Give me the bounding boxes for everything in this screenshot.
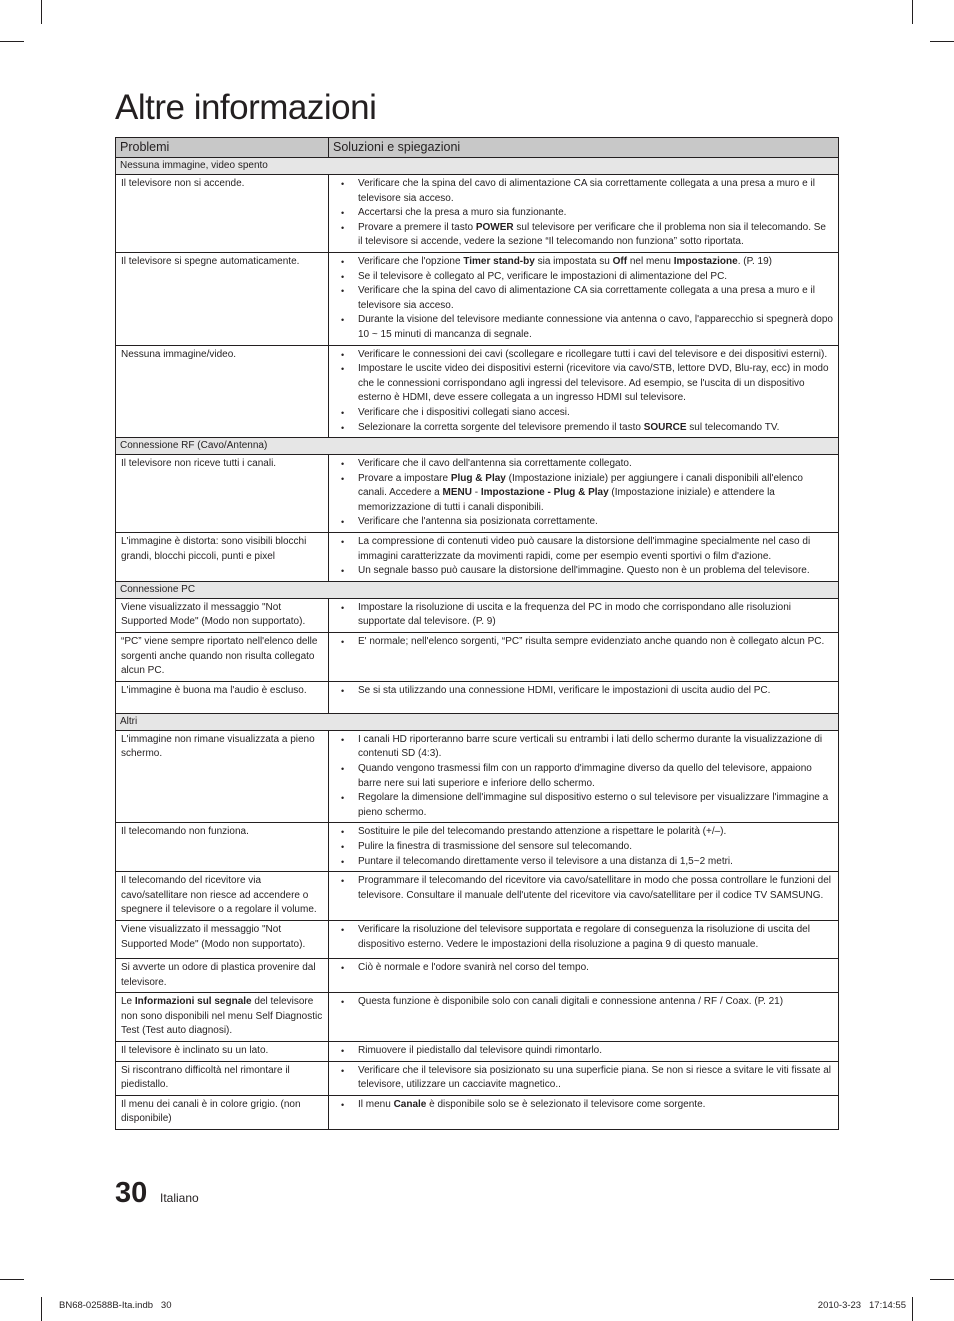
solution-item	[334, 515, 833, 530]
solution-item	[334, 457, 833, 472]
text-run: Il televisore si spegne automaticamente.	[121, 255, 300, 267]
problem-cell	[116, 920, 329, 958]
troubleshooting-table	[115, 137, 839, 1130]
solution-item	[334, 684, 833, 699]
section-row	[116, 438, 839, 455]
solution-list	[334, 923, 833, 952]
solution-list	[334, 684, 833, 699]
solution-item	[334, 421, 833, 436]
text-run: Ciò è normale e l'odore svanirà nel corso del tempo.	[358, 961, 589, 973]
text-run: (Impostazione iniziale) per aggiungere i canali disponibili all'elenco canali. Accedere a	[358, 472, 803, 499]
solution-item	[334, 284, 833, 313]
solution-cell	[329, 455, 839, 533]
print-timestamp: 2010-3-23 17:14:55	[817, 1300, 906, 1311]
section-title: Connessione RF (Cavo/Antenna)	[116, 438, 839, 455]
text-run: Verificare la risoluzione del televisore supportata e regolare di conseguenza la risoluzione di uscita del dispositivo esterno. Vedere le impostazioni della risoluzione a pagina 9 di questo manuale.	[358, 923, 810, 950]
bold-term: Plug & Play	[450, 472, 506, 484]
text-run: Impostare le uscite video dei dispositivi esterni (ricevitore via cavo/STB, lettore DVD, Blu-ray, ecc) in modo che le connessioni corrispondano agli ingressi del televisore. Ad esempio, se l'uscita di un dispositivo esterno è HDMI, deve essere collegata a un ingresso HDMI sul televisore.	[358, 363, 829, 404]
solution-list	[334, 1098, 833, 1113]
text-run: L'immagine è buona ma l'audio è escluso.	[121, 684, 307, 696]
problem-cell	[116, 1095, 329, 1129]
text-run: Il televisore non si accende.	[121, 178, 245, 189]
solution-item	[334, 362, 833, 406]
crop-mark	[41, 0, 42, 24]
text-run: Verificare che la spina del cavo di alimentazione CA sia correttamente collegata a una presa a muro e il televisore sia acceso.	[358, 178, 815, 204]
crop-mark	[912, 0, 913, 24]
table-header-row	[116, 138, 839, 158]
table-row	[116, 455, 839, 533]
text-run: Verificare che l'opzione	[358, 255, 464, 267]
header-problems: Problemi	[116, 138, 329, 158]
solution-list	[334, 1064, 833, 1093]
section-title: Nessuna immagine, video spento	[116, 158, 839, 175]
solution-cell	[329, 252, 839, 345]
bold-term: Canale	[393, 1098, 427, 1110]
solution-cell	[329, 681, 839, 713]
solution-item	[334, 406, 833, 421]
table-row	[116, 1061, 839, 1095]
solution-list	[334, 874, 833, 903]
text-run: E' normale; nell'elenco sorgenti, “PC” risulta sempre evidenziato anche quando non è collegato alcun PC.	[358, 636, 825, 648]
crop-mark	[0, 41, 24, 42]
problem-cell	[116, 633, 329, 682]
text-run: Se si sta utilizzando una connessione HDMI, verificare le impostazioni di uscita audio del PC.	[358, 684, 771, 696]
solution-list	[334, 1044, 833, 1059]
solution-item	[334, 733, 833, 762]
solution-cell	[329, 993, 839, 1042]
text-run: Il telecomando non funziona.	[121, 826, 249, 838]
text-run: Provare a impostare	[358, 472, 451, 484]
solution-item	[334, 206, 833, 221]
problem-cell	[116, 872, 329, 921]
text-run: è disponibile solo se è selezionato il televisore come sorgente.	[426, 1098, 706, 1110]
text-run: Verificare che il televisore sia posizionato su una superficie piana. Se non si riesce a svitare le viti fissate al televisore, utilizzare un cacciavite magnetico..	[358, 1064, 832, 1091]
text-run: Programmare il telecomando del ricevitore via cavo/satellitare in modo che possa controllare le funzioni del televisore. Consultare il manuale dell'utente del ricevitore via cavo/satellitare per il codice TV SAMSUNG.	[358, 875, 832, 901]
table-row	[116, 345, 839, 438]
solution-cell	[329, 823, 839, 872]
solution-item	[334, 177, 833, 206]
text-run: Il menu dei canali è in colore grigio. (non disponibile)	[121, 1098, 301, 1125]
table-body	[116, 158, 839, 1130]
problem-cell	[116, 598, 329, 632]
solution-item	[334, 840, 833, 855]
text-run: Verificare che i dispositivi collegati siano accesi.	[358, 406, 570, 418]
solution-cell	[329, 598, 839, 632]
text-run: Si avverte un odore di plastica provenire dal televisore.	[121, 961, 316, 988]
text-run: Viene visualizzato il messaggio "Not Supported Mode" (Modo non supportato).	[121, 923, 306, 950]
bold-term: Impostazione	[673, 255, 738, 267]
text-run: Il televisore non riceve tutti i canali.	[121, 458, 277, 470]
solution-cell	[329, 920, 839, 958]
solution-item	[334, 635, 833, 650]
text-run: -	[471, 487, 481, 499]
solution-list	[334, 601, 833, 630]
file-info: BN68-02588B-Ita.indb 30	[59, 1300, 172, 1311]
solution-item	[334, 348, 833, 363]
text-run: Un segnale basso può causare la distorsione dell'immagine. Questo non è un problema del televisore.	[358, 565, 810, 577]
solution-cell	[329, 633, 839, 682]
solution-cell	[329, 730, 839, 823]
solution-cell	[329, 872, 839, 921]
text-run: Regolare la dimensione dell'immagine sul dispositivo esterno o sul televisore per visualizzare l'immagine a pieno schermo.	[358, 792, 829, 818]
solution-item	[334, 1044, 833, 1059]
bold-term: Timer stand-by	[463, 255, 535, 267]
bold-term: Off	[612, 255, 628, 267]
text-run: sul televisore per verificare che il problema non sia il telecomando. Se il televisore si accende, vedere la sezione “Il telecomando non funziona” sotto riportata.	[358, 221, 826, 248]
bold-term: SOURCE	[643, 421, 687, 433]
problem-cell	[116, 1041, 329, 1061]
table-row	[116, 681, 839, 713]
solution-list	[334, 825, 833, 869]
table-row	[116, 175, 839, 253]
solution-list	[334, 177, 833, 250]
solution-cell	[329, 1095, 839, 1129]
language-label: Italiano	[160, 1191, 199, 1205]
text-run: Durante la visione del televisore mediante connessione via antenna o cavo, l'apparecchio si spegnerà dopo 10 ~ 15 minuti di mancanza di segnale.	[358, 314, 833, 340]
text-run: nel menu	[627, 255, 674, 267]
solution-cell	[329, 533, 839, 582]
crop-mark	[930, 1279, 954, 1280]
text-run: I canali HD riporteranno barre scure verticali su entrambi i lati dello schermo durante la visualizzazione di contenuti SD (4:3).	[358, 733, 823, 760]
solution-list	[334, 535, 833, 579]
solution-cell	[329, 175, 839, 253]
text-run: Selezionare la corretta sorgente del televisore premendo il tasto	[358, 421, 644, 433]
text-run: L'immagine è distorta: sono visibili blocchi grandi, blocchi piccoli, punti e pixel	[121, 536, 307, 562]
solution-list	[334, 635, 833, 650]
problem-cell	[116, 730, 329, 823]
solution-item	[334, 472, 833, 516]
solution-item	[334, 791, 833, 820]
crop-mark	[912, 1297, 913, 1321]
text-run: L'immagine non rimane visualizzata a pieno schermo.	[121, 733, 315, 760]
text-run: Verificare le connessioni dei cavi (scollegare e ricollegare tutti i cavi del televisore e dei dispositivi esterni).	[358, 348, 828, 360]
problem-cell	[116, 345, 329, 438]
problem-cell	[116, 533, 329, 582]
text-run: La compressione di contenuti video può causare la distorsione dell'immagine specialmente nel caso di immagini caratterizzate da movimenti rapidi, come per esempio eventi sportivi o film d'azione.	[358, 536, 811, 562]
text-run: Questa funzione è disponibile solo con canali digitali e connessione antenna / RF / Coax. (P. 21)	[358, 996, 784, 1008]
text-run: Viene visualizzato il messaggio "Not Supported Mode" (Modo non supportato).	[121, 601, 306, 628]
crop-mark	[930, 41, 954, 42]
solution-list	[334, 961, 833, 976]
solution-item	[334, 270, 833, 285]
solution-item	[334, 855, 833, 870]
text-run: Il televisore è inclinato su un lato.	[121, 1044, 269, 1056]
text-run: Provare a premere il tasto	[358, 221, 476, 233]
section-title: Altri	[116, 713, 839, 730]
problem-cell	[116, 823, 329, 872]
solution-item	[334, 874, 833, 903]
header-solutions: Soluzioni e spiegazioni	[329, 138, 839, 158]
table-row	[116, 993, 839, 1042]
solution-item	[334, 221, 833, 250]
problem-cell	[116, 1061, 329, 1095]
problem-cell	[116, 252, 329, 345]
page-title: Altre informazioni	[115, 88, 377, 127]
solution-item	[334, 255, 833, 270]
solution-list	[334, 995, 833, 1010]
text-run: . (P. 19)	[737, 255, 772, 267]
bold-term: POWER	[475, 221, 514, 233]
text-run: del televisore non sono disponibili nel menu Self Diagnostic Test (Test auto diagnosi).	[121, 996, 323, 1037]
solution-item	[334, 1064, 833, 1093]
crop-mark	[41, 1297, 42, 1321]
text-run: sul telecomando TV.	[686, 421, 780, 433]
text-run: Pulire la finestra di trasmissione del sensore sul telecomando.	[358, 840, 633, 852]
text-run: Verificare che il cavo dell'antenna sia correttamente collegato.	[358, 458, 632, 470]
solution-item	[334, 961, 833, 976]
text-run: Quando vengono trasmessi film con un rapporto d'immagine diverso da quello del televisore, appaiono barre nere sui lati superiore e inferiore dello schermo.	[358, 763, 812, 789]
text-run: Impostare la risoluzione di uscita e la frequenza del PC in modo che corrispondano alle risoluzioni supportate dal televisore. (P. 9)	[358, 601, 792, 628]
text-run: Verificare che l'antenna sia posizionata correttamente.	[358, 516, 598, 528]
text-run: Rimuovere il piedistallo dal televisore quindi rimontarlo.	[358, 1044, 603, 1056]
table-row	[116, 1041, 839, 1061]
text-run: “PC” viene sempre riportato nell'elenco delle sorgenti anche quando non risulta collegato alcun PC.	[121, 636, 318, 677]
solution-item	[334, 825, 833, 840]
solution-cell	[329, 1061, 839, 1095]
solution-cell	[329, 958, 839, 992]
section-title: Connessione PC	[116, 581, 839, 598]
solution-item	[334, 1098, 833, 1113]
section-row	[116, 581, 839, 598]
problem-cell	[116, 993, 329, 1042]
solution-item	[334, 762, 833, 791]
solution-item	[334, 601, 833, 630]
text-run: Il telecomando del ricevitore via cavo/satellitare non riesce ad accendere o spegnere il televisore o a regolare il volume.	[121, 875, 317, 916]
problem-cell	[116, 681, 329, 713]
crop-mark	[0, 1279, 24, 1280]
bold-term: MENU	[442, 487, 472, 499]
text-run: (Impostazione iniziale) e attendere la memorizzazione di tutti i canali disponibili.	[358, 487, 775, 513]
solution-item	[334, 313, 833, 342]
text-run: Accertarsi che la presa a muro sia funzionante.	[358, 207, 567, 219]
solution-item	[334, 535, 833, 564]
solution-cell	[329, 1041, 839, 1061]
solution-list	[334, 348, 833, 436]
section-row	[116, 158, 839, 175]
bold-term: Impostazione - Plug & Play	[480, 487, 609, 499]
text-run: sia impostata su	[534, 255, 613, 267]
solution-list	[334, 733, 833, 821]
table-row	[116, 252, 839, 345]
text-run: Si riscontrano difficoltà nel rimontare il piedistallo.	[121, 1064, 290, 1091]
bold-term: Informazioni sul segnale	[134, 996, 252, 1008]
solution-item	[334, 564, 833, 579]
table-row	[116, 533, 839, 582]
text-run: Nessuna immagine/video.	[121, 348, 237, 360]
problem-cell	[116, 958, 329, 992]
text-run: Se il televisore è collegato al PC, verificare le impostazioni di alimentazione del PC.	[358, 270, 728, 282]
table-row	[116, 730, 839, 823]
solution-item	[334, 995, 833, 1010]
table-row	[116, 823, 839, 872]
table-row	[116, 598, 839, 632]
table-row	[116, 1095, 839, 1129]
text-run: Il menu	[358, 1098, 394, 1110]
problem-cell	[116, 175, 329, 253]
text-run: Puntare il telecomando direttamente verso il televisore a una distanza di 1,5~2 metri.	[358, 855, 733, 867]
solution-item	[334, 923, 833, 952]
solution-cell	[329, 345, 839, 438]
table-row	[116, 958, 839, 992]
solution-list	[334, 457, 833, 530]
table-row	[116, 920, 839, 958]
solution-list	[334, 255, 833, 343]
text-run: Sostituire le pile del telecomando prestando attenzione a rispettare le polarità (+/–).	[358, 826, 727, 838]
table-row	[116, 872, 839, 921]
table-row	[116, 633, 839, 682]
page-number: 30	[115, 1177, 148, 1209]
section-row	[116, 713, 839, 730]
problem-cell	[116, 455, 329, 533]
text-run: Verificare che la spina del cavo di alimentazione CA sia correttamente collegata a una presa a muro e il televisore sia acceso.	[358, 285, 815, 311]
text-run: Le	[121, 996, 135, 1008]
